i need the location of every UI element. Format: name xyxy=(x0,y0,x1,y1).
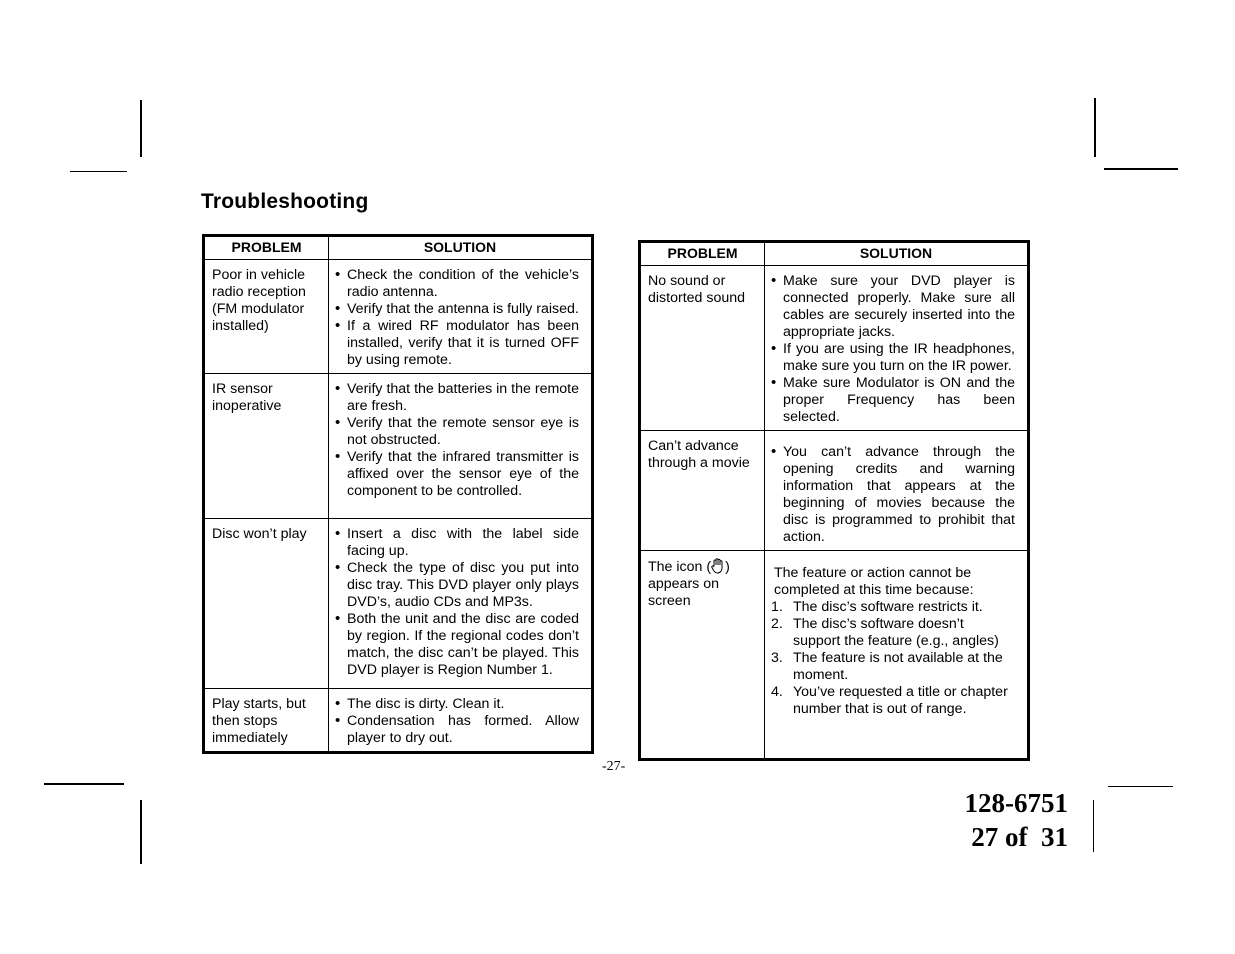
solution-header: SOLUTION xyxy=(329,236,593,260)
troubleshooting-table-right xyxy=(638,240,1030,761)
problem-cell: Can’t advance through a movie xyxy=(640,431,765,551)
numbered-item: 4. You’ve requested a title or chapter number that is out of range. xyxy=(771,684,1008,717)
table-row xyxy=(640,431,1029,551)
problem-cell: Play starts, but then stops immediately xyxy=(204,689,329,753)
solution-header: SOLUTION xyxy=(765,242,1029,266)
crop-mark xyxy=(1093,800,1094,852)
problem-header: PROBLEM xyxy=(640,242,765,266)
numbered-item: 3. The feature is not available at the moment. xyxy=(771,650,1003,683)
solution-item: • Make sure Modulator is ON and the proper Frequency has been selected. xyxy=(771,375,1015,426)
solution-cell xyxy=(765,551,1029,760)
solution-cell xyxy=(765,431,1029,551)
table-row xyxy=(640,551,1029,760)
page-title: Troubleshooting xyxy=(201,190,369,213)
crop-mark xyxy=(140,100,142,157)
solution-item: • Insert a disc with the label side facing up. xyxy=(335,526,579,560)
solution-item: • Verify that the antenna is fully raised. xyxy=(335,301,579,318)
solution-cell xyxy=(329,374,593,519)
numbered-item: 2. The disc’s software doesn’t support the feature (e.g., angles) xyxy=(771,616,999,649)
crop-mark xyxy=(44,783,124,785)
solution-cell xyxy=(329,260,593,374)
solution-item: • The disc is dirty. Clean it. xyxy=(335,696,579,713)
table-row xyxy=(204,260,593,374)
table-header-row xyxy=(204,236,593,260)
solution-item: • Check the condition of the vehicle’s radio antenna. xyxy=(335,267,579,301)
problem-text: The icon ( xyxy=(648,559,712,575)
solution-item: • Check the type of disc you put into disc tray. This DVD player only plays DVD’s, audio CDs and MP3s. xyxy=(335,560,579,611)
document-number: 128-6751 xyxy=(964,788,1068,818)
solution-intro: The feature or action cannot be completed at this time because: xyxy=(774,565,974,598)
solution-cell xyxy=(765,266,1029,431)
crop-mark xyxy=(1104,168,1178,170)
solution-item: • Verify that the infrared transmitter is affixed over the sensor eye of the component to be controlled. xyxy=(335,449,579,500)
problem-cell: Poor in vehicle radio reception (FM modulator installed) xyxy=(204,260,329,374)
page-number: -27- xyxy=(602,759,626,774)
solution-item: • Condensation has formed. Allow player to dry out. xyxy=(335,713,579,747)
solution-cell xyxy=(329,689,593,753)
crop-mark xyxy=(140,800,142,864)
solution-item: • Verify that the remote sensor eye is not obstructed. xyxy=(335,415,579,449)
table-header-row xyxy=(640,242,1029,266)
solution-item: • Both the unit and the disc are coded by region. If the regional codes don’t match, the disc can’t be played. This DVD player is Region Number 1. xyxy=(335,611,579,679)
sheet-count: 27 of 31 xyxy=(971,822,1068,852)
crop-mark xyxy=(1108,786,1173,787)
problem-cell: No sound or distorted sound xyxy=(640,266,765,431)
solution-item: • Make sure your DVD player is connected properly. Make sure all cables are securely inserted into the appropriate jacks. xyxy=(771,273,1015,341)
problem-cell: IR sensor inoperative xyxy=(204,374,329,519)
crop-mark xyxy=(70,171,127,172)
problem-cell xyxy=(640,551,765,760)
table-row xyxy=(204,519,593,689)
solution-item: • If you are using the IR headphones, make sure you turn on the IR power. xyxy=(771,341,1015,375)
table-row xyxy=(640,266,1029,431)
solution-item: • You can’t advance through the opening credits and warning information that appears at the beginning of movies because the disc is programmed to prohibit that action. xyxy=(771,444,1015,546)
hand-stop-icon xyxy=(711,558,725,574)
table-row xyxy=(204,374,593,519)
problem-cell: Disc won’t play xyxy=(204,519,329,689)
numbered-item: 1. The disc’s software restricts it. xyxy=(771,599,983,615)
crop-mark xyxy=(1094,98,1096,157)
problem-header: PROBLEM xyxy=(204,236,329,260)
troubleshooting-table-left xyxy=(202,234,594,754)
solution-cell xyxy=(329,519,593,689)
problem-text: ) appears on screen xyxy=(648,559,730,609)
solution-item: • Verify that the batteries in the remote are fresh. xyxy=(335,381,579,415)
solution-item: • If a wired RF modulator has been installed, verify that it is turned OFF by using remote. xyxy=(335,318,579,369)
table-row xyxy=(204,689,593,753)
